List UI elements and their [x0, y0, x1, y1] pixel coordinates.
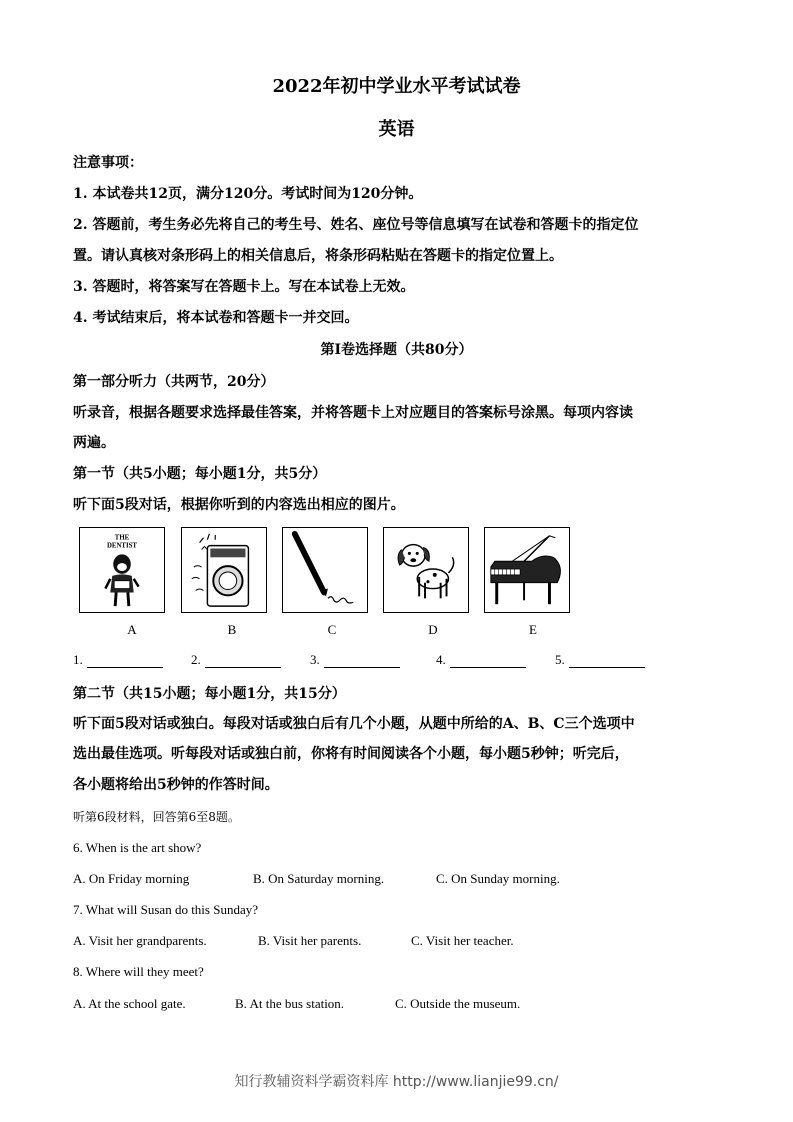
blank-line — [324, 655, 400, 668]
dentist-caption-line1: THE — [114, 534, 130, 542]
picture-e — [484, 527, 570, 613]
answer-blank-2[interactable] — [191, 652, 281, 668]
answer-blank-3[interactable] — [310, 652, 400, 668]
part1-instruction: 听录音，根据各题要求选择最佳答案，并将答题卡上对应题目的答案标号涂黑。每项内容读 — [73, 405, 633, 421]
picture-a — [79, 527, 165, 613]
blank-line — [87, 655, 163, 668]
blank-line — [450, 655, 526, 668]
note-item: 1. 本试卷共12页，满分120分。考试时间为120分钟。 — [73, 186, 423, 202]
section1-instruction: 听下面5段对话，根据你听到的内容选出相应的图片。 — [73, 497, 405, 513]
part1-title: 第一部分听力（共两节，20分） — [73, 374, 275, 390]
option-7c[interactable]: C. Visit her teacher. — [411, 933, 514, 948]
dentist-caption-line2: DENTIST — [107, 542, 137, 550]
answer-blank-5[interactable] — [555, 652, 645, 668]
section2-title: 第二节（共15小题；每小题1分，共15分） — [73, 686, 346, 702]
section1-title: 第一节（共5小题；每小题1分，共5分） — [73, 466, 327, 482]
material-note: 听第6段材料，回答第6至8题。 — [73, 810, 240, 824]
picture-b — [181, 527, 267, 613]
note-item: 置。请认真核对条形码上的相关信息后，将条形码粘贴在答题卡的指定位置上。 — [73, 248, 563, 264]
washing-machine-icon — [182, 528, 266, 612]
option-8a[interactable]: A. At the school gate. — [73, 996, 186, 1011]
note-item: 4. 考试结束后，将本试卷和答题卡一并交回。 — [73, 310, 359, 326]
blank-number: 1. — [73, 652, 83, 667]
footer-watermark: 知行教辅资料学霸资料库 http://www.lianjie99.cn/ — [234, 1074, 559, 1090]
volume-title: 第I卷选择题（共80分） — [320, 342, 473, 358]
part1-instruction: 两遍。 — [73, 435, 115, 451]
blank-number: 5. — [555, 652, 565, 667]
pen-icon — [283, 528, 367, 612]
answer-blank-1[interactable] — [73, 652, 163, 668]
question-7: 7. What will Susan do this Sunday? — [73, 902, 259, 917]
option-6c[interactable]: C. On Sunday morning. — [436, 871, 560, 886]
picture-label-b: B — [227, 622, 237, 637]
blank-number: 3. — [310, 652, 320, 667]
note-item: 2. 答题前，考生务必先将自己的考生号、姓名、座位号等信息填写在试卷和答题卡的指定位 — [73, 217, 639, 233]
picture-label-a: A — [127, 622, 137, 637]
picture-label-e: E — [529, 622, 537, 637]
section2-instruction: 各小题将给出5秒钟的作答时间。 — [73, 777, 279, 793]
picture-c — [282, 527, 368, 613]
dog-icon — [384, 528, 468, 612]
option-7a[interactable]: A. Visit her grandparents. — [73, 933, 207, 948]
option-8b[interactable]: B. At the bus station. — [235, 996, 345, 1011]
answer-blank-4[interactable] — [436, 652, 526, 668]
picture-label-d: D — [428, 622, 438, 637]
note-item: 3. 答题时，将答案写在答题卡上。写在本试卷上无效。 — [73, 279, 415, 295]
subject-title: 英语 — [378, 119, 415, 140]
question-6: 6. When is the art show? — [73, 840, 202, 855]
exam-title: 2022年初中学业水平考试试卷 — [272, 76, 521, 97]
option-6a[interactable]: A. On Friday morning — [73, 871, 190, 886]
blank-number: 2. — [191, 652, 201, 667]
option-8c[interactable]: C. Outside the museum. — [395, 996, 521, 1011]
option-6b[interactable]: B. On Saturday morning. — [253, 871, 385, 886]
picture-label-c: C — [327, 622, 337, 637]
piano-icon — [485, 528, 569, 612]
option-7b[interactable]: B. Visit her parents. — [258, 933, 362, 948]
dentist-icon — [80, 528, 164, 612]
picture-d — [383, 527, 469, 613]
notes-heading: 注意事项： — [73, 155, 143, 171]
blank-number: 4. — [436, 652, 446, 667]
section2-instruction: 选出最佳选项。听每段对话或独白前，你将有时间阅读各个小题，每小题5秒钟；听完后， — [73, 746, 629, 762]
blank-line — [569, 655, 645, 668]
section2-instruction: 听下面5段对话或独白。每段对话或独白后有几个小题，从题中所给的A、B、C三个选项中 — [73, 716, 635, 732]
question-8: 8. Where will they meet? — [73, 964, 204, 979]
blank-line — [205, 655, 281, 668]
